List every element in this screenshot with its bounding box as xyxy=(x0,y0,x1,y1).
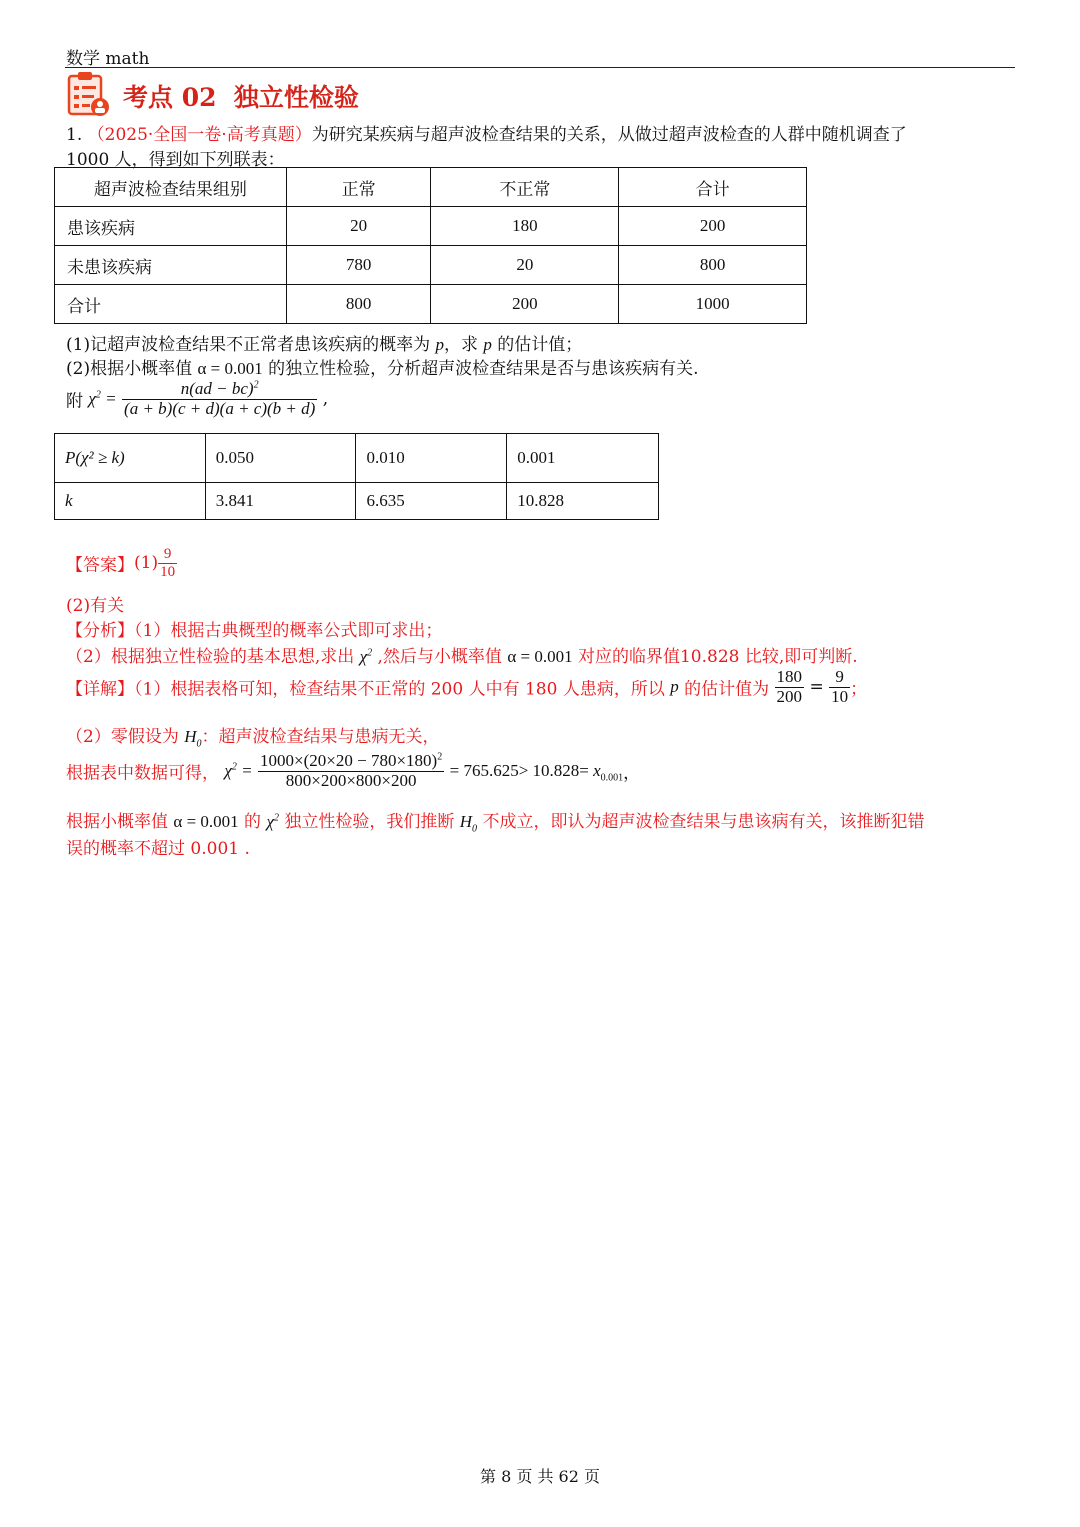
calc-result: = 765.625> 10.828= xyxy=(449,761,594,781)
chi-square-symbol: $\chi^2$ = xyxy=(224,761,253,781)
conclusion-text: 独立性检验，我们推断 xyxy=(278,812,460,832)
table-cell: 6.635 xyxy=(356,483,507,520)
header-subject: 数学 math xyxy=(66,49,150,69)
table-cell: 患该疾病 xyxy=(55,207,287,246)
table-header-cell: 合计 xyxy=(619,168,807,207)
formula-numerator: n(ad − bc) xyxy=(180,379,254,398)
table-cell: 200 xyxy=(619,207,807,246)
question-1-text: ，求 xyxy=(443,335,484,355)
analysis-tag: 【分析】 xyxy=(66,621,134,641)
table-cell: 200 xyxy=(431,285,619,324)
chi-square-fraction: $\frac{n(ad - bc)^2}{(a + b)(c + d)(a + c)(b + d)}$ xyxy=(124,379,316,418)
fraction-denominator: 200 xyxy=(776,686,803,706)
table-header-cell: 超声波检查结果组别 xyxy=(55,168,287,207)
chi-square-symbol: $\chi^2$ = xyxy=(88,389,117,409)
table-row xyxy=(55,207,807,246)
table-cell: 800 xyxy=(286,285,431,324)
question-2 xyxy=(66,354,699,379)
detail-1-text: 的估计值为 xyxy=(678,679,775,700)
answer-2: (2)有关 xyxy=(66,596,125,616)
formula-denominator: (a + b)(c + d)(a + c)(b + d) xyxy=(124,398,316,418)
problem-number: 1. xyxy=(66,125,83,145)
detail-2-text: （2）零假设为 xyxy=(66,727,185,747)
page-footer: 第 8 页 共 62 页 xyxy=(480,1467,600,1486)
appendix-formula: 附 $\chi^2$ = $\frac{n(ad - bc)^2}{(a + b)(c + d)(a + c)(b + d)}$ , xyxy=(66,379,329,418)
chi-square-symbol: $\chi^2$ xyxy=(359,647,373,666)
question-2-text: 的独立性检验，分析超声波检查结果是否与患该疾病有关. xyxy=(262,359,699,379)
var-p: p xyxy=(670,677,679,697)
analysis-1 xyxy=(66,616,442,641)
fraction-numerator: 180 xyxy=(776,667,803,686)
analysis-2-text: （2）根据独立性检验的基本思想,求出 xyxy=(66,647,360,667)
answer xyxy=(66,546,177,580)
calculation: 根据表中数据可得， $\chi^2$ = $\frac{1000\times(20\times 20 - 780\times 180)^2}{800\times 200\times 800\times 200}$ = $765.625> 10.828= x_{0.001}$， xyxy=(66,751,641,790)
appendix-label: 附 xyxy=(66,391,83,412)
table-cell: 1000 xyxy=(619,285,807,324)
conclusion-text: 的 xyxy=(238,812,267,832)
fraction-denominator: 10 xyxy=(831,686,849,706)
calc-denominator: 800×200×800×200 xyxy=(258,771,444,791)
table-header-cell: 不正常 xyxy=(431,168,619,207)
table-row xyxy=(55,246,807,285)
detail-1: 【详解】（1）根据表格可知，检查结果不正常的 200 人中有 180 人患病，所以 p 的估计值为 $\frac{180}{200}$ = $\frac{9}{10}$ ； xyxy=(66,667,868,706)
question-1-text: 的估计值； xyxy=(491,335,583,355)
chi-square-symbol: $\chi^2$ xyxy=(266,812,279,831)
problem-stem xyxy=(66,120,907,145)
analysis-2-text: 对应的临界值10.828 比较,即可判断. xyxy=(572,647,858,667)
alpha-value: α = 0.001 xyxy=(173,812,239,831)
table-cell: 180 xyxy=(431,207,619,246)
fraction-numerator: 9 xyxy=(163,546,172,562)
analysis-1-text: （1）根据古典概型的概率公式即可求出； xyxy=(134,621,443,641)
fraction-numerator: 9 xyxy=(835,667,844,686)
table-cell: k xyxy=(55,483,206,520)
table-row xyxy=(55,285,807,324)
table-cell: 800 xyxy=(619,246,807,285)
hypothesis-symbol: $H_0$ xyxy=(459,812,478,835)
critical-x-symbol: x xyxy=(593,761,601,781)
conclusion-text: 不成立，即认为超声波检查结果与患该病有关，该推断犯错 xyxy=(477,812,925,832)
problem-stem-line2: 1000 人，得到如下列联表： xyxy=(66,150,285,170)
table-cell: 3.841 xyxy=(205,483,356,520)
analysis-2 xyxy=(66,642,858,667)
question-1-text: (1)记超声波检查结果不正常者患该疾病的概率为 xyxy=(66,335,436,355)
alpha-value: α = 0.001 xyxy=(197,359,263,378)
table-cell: 0.001 xyxy=(507,434,659,483)
detail-1-fraction xyxy=(775,668,805,706)
table-header-row xyxy=(55,168,807,207)
detail-2-text: ：超声波检查结果与患病无关， xyxy=(201,727,440,747)
var-p: p xyxy=(483,335,492,354)
question-1 xyxy=(66,330,582,355)
conclusion-line2: 误的概率不超过 0.001 . xyxy=(66,839,250,859)
answer-1-prefix: (1) xyxy=(134,553,159,573)
alpha-value: α = 0.001 xyxy=(507,647,573,666)
detail-1-fraction-simplified xyxy=(829,668,850,706)
table-cell: 20 xyxy=(286,207,431,246)
table-cell: 合计 xyxy=(55,285,287,324)
table-cell: 20 xyxy=(431,246,619,285)
table-header-cell: 正常 xyxy=(286,168,431,207)
detail-2 xyxy=(66,722,440,750)
answer-1-fraction xyxy=(158,546,177,580)
analysis-2-text: ,然后与小概率值 xyxy=(372,647,508,667)
problem-stem-line1: 为研究某疾病与超声波检查结果的关系，从做过超声波检查的人群中随机调查了 xyxy=(311,125,907,145)
table-cell: 10.828 xyxy=(507,483,659,520)
table-cell: 0.010 xyxy=(356,434,507,483)
calc-prefix: 根据表中数据可得， xyxy=(66,763,219,784)
section-title: 考点 02 独立性检验 xyxy=(123,83,359,112)
critical-x xyxy=(593,761,624,784)
calc-numerator: 1000×(20×20 − 780×180) xyxy=(260,751,438,770)
fraction-denominator: 10 xyxy=(160,563,176,580)
table-cell: 780 xyxy=(286,246,431,285)
detail-1-text: （1）根据表格可知，检查结果不正常的 200 人中有 180 人患病，所以 xyxy=(134,679,671,700)
var-p: p xyxy=(435,335,444,354)
contingency-table xyxy=(54,167,807,324)
calc-fraction: $\frac{1000\times(20\times 20 - 780\times 180)^2}{800\times 200\times 800\times 200}$ xyxy=(260,751,443,790)
table-cell: P(χ² ≥ k) xyxy=(55,434,206,483)
answer-tag: 【答案】 xyxy=(66,555,134,576)
critical-value-table xyxy=(54,433,659,520)
conclusion xyxy=(66,807,925,835)
question-2-text: (2)根据小概率值 xyxy=(66,359,198,379)
table-cell: 未患该疾病 xyxy=(55,246,287,285)
table-row xyxy=(55,434,659,483)
table-row xyxy=(55,483,659,520)
detail-tag: 【详解】 xyxy=(66,679,134,700)
problem-source: （2025·全国一卷·高考真题） xyxy=(87,125,312,145)
clipboard-icon xyxy=(66,70,112,118)
header-divider xyxy=(65,67,1015,68)
hypothesis-symbol: $H_0$ xyxy=(184,727,202,750)
conclusion-text: 根据小概率值 xyxy=(66,812,174,832)
table-cell: 0.050 xyxy=(205,434,356,483)
critical-x-subscript: 0.001 xyxy=(600,772,624,784)
